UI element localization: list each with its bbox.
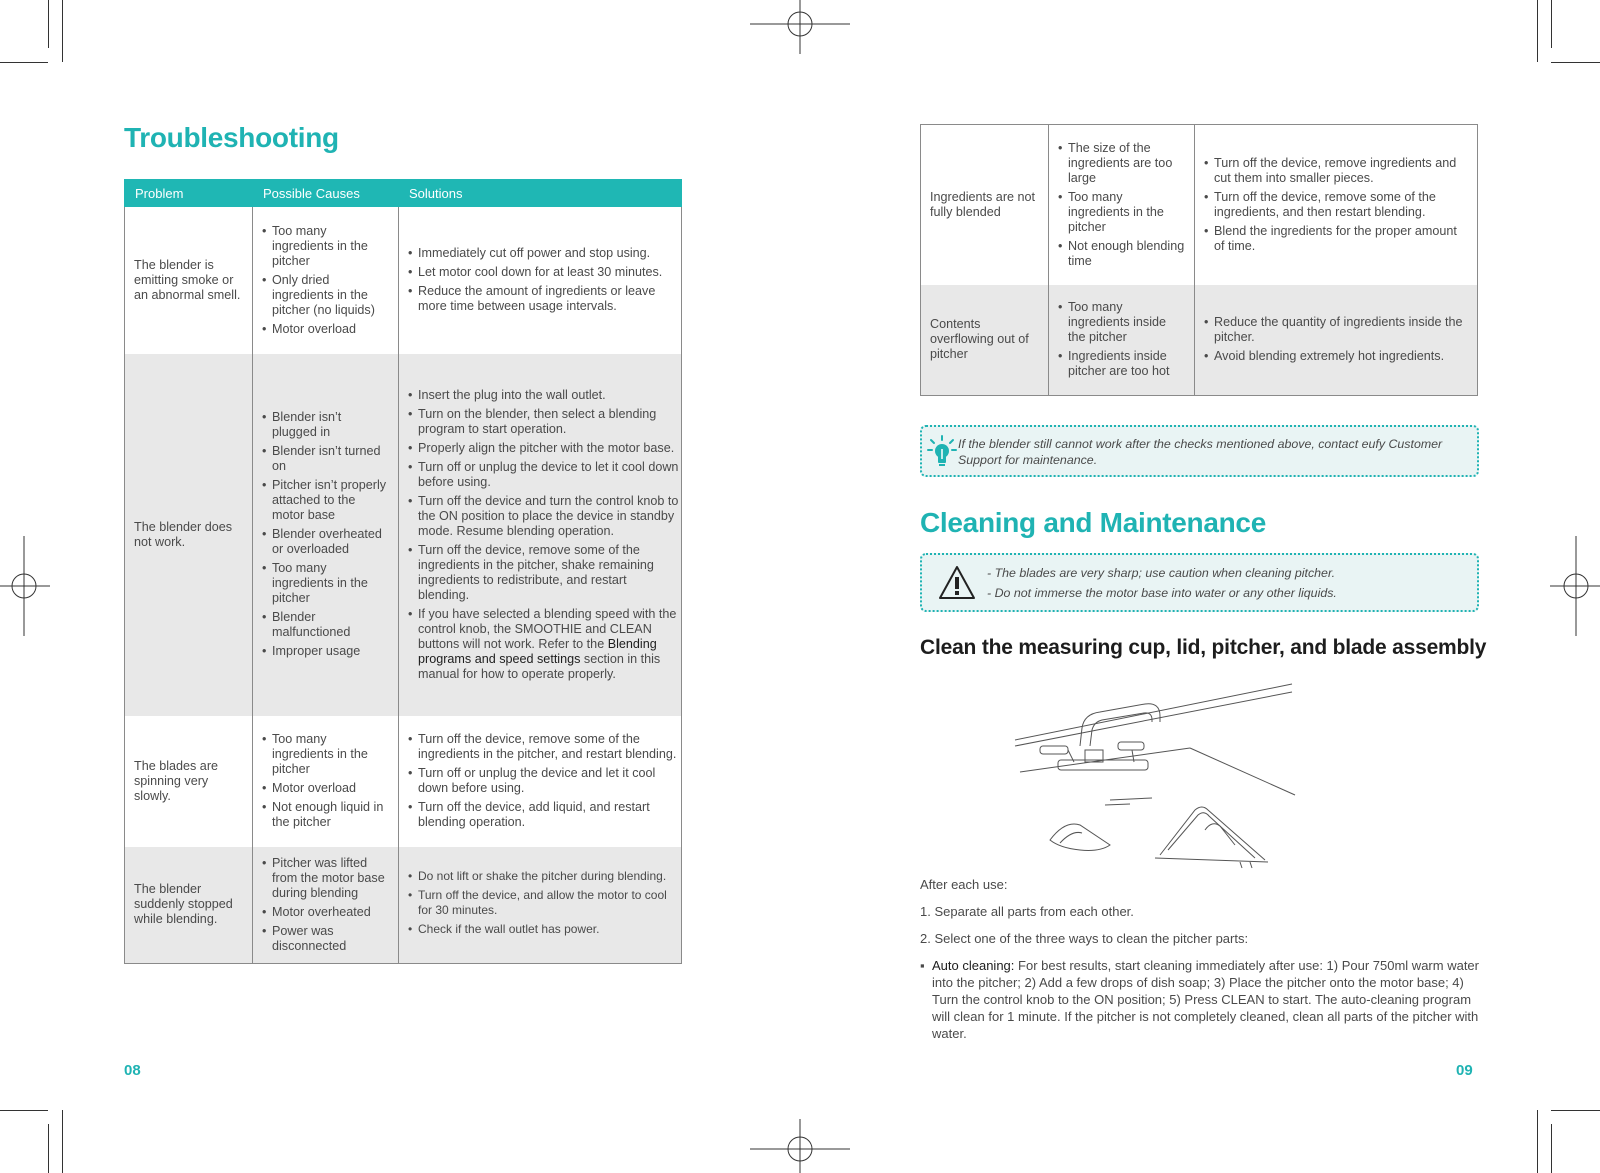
sink-faucet-illustration <box>1010 680 1310 872</box>
solution-item: • Turn off or unplug the device to let it cool down before using. <box>408 460 679 490</box>
cause-item: • The size of the ingredients are too large <box>1058 141 1185 186</box>
solution-item <box>408 607 679 682</box>
header-causes: Possible Causes <box>253 180 399 207</box>
right-page <box>800 0 1600 1173</box>
solution-item: • Avoid blending extremely hot ingredients. <box>1204 349 1468 364</box>
page-title: Troubleshooting <box>124 122 339 153</box>
solution-item: • Turn off the device, remove some of the ingredients in the pitcher, and restart blending. <box>408 732 679 762</box>
problem-cell: The blender suddenly stopped while blending. <box>125 847 253 964</box>
causes-cell <box>253 716 399 847</box>
troubleshooting-table <box>124 179 682 964</box>
troubleshooting-table-continued <box>920 124 1478 396</box>
solution-item: • Turn off the device, and allow the motor to cool for 30 minutes. <box>408 888 679 918</box>
cause-item: • Not enough liquid in the pitcher <box>262 800 389 830</box>
table-row <box>921 125 1478 285</box>
tip-box <box>920 425 1479 477</box>
solution-item: • Do not lift or shake the pitcher during blending. <box>408 869 679 884</box>
problem-cell: Ingredients are not fully blended <box>921 125 1049 285</box>
bullet: ▪ <box>920 958 925 973</box>
cause-item: • Pitcher was lifted from the motor base during blending <box>262 856 389 901</box>
warning-triangle-icon <box>938 565 976 601</box>
cause-item: • Only dried ingredients in the pitcher (no liquids) <box>262 273 389 318</box>
step-1: 1. Separate all parts from each other. <box>920 904 1134 919</box>
cause-item: • Blender malfunctioned <box>262 610 389 640</box>
cause-item: • Improper usage <box>262 644 389 659</box>
page-number: 08 <box>124 1062 141 1079</box>
warning-line: - Do not immerse the motor base into water or any other liquids. <box>987 586 1337 600</box>
causes-cell <box>253 207 399 354</box>
solution-item: • Turn off the device and turn the control knob to the ON position to place the device in standby mode. Resume blending operation. <box>408 494 679 539</box>
step-2: 2. Select one of the three ways to clean the pitcher parts: <box>920 931 1249 946</box>
table-row <box>921 285 1478 396</box>
table-row <box>125 207 682 354</box>
solution-item: • Properly align the pitcher with the motor base. <box>408 441 679 456</box>
header-problem: Problem <box>125 180 253 207</box>
solutions-cell <box>1195 285 1478 396</box>
tip-text: If the blender still cannot work after the checks mentioned above, contact eufy Customer Support for maintenance. <box>958 437 1443 467</box>
problem-cell: The blades are spinning very slowly. <box>125 716 253 847</box>
after-use-label: After each use: <box>920 877 1008 892</box>
solution-item: • Reduce the amount of ingredients or leave more time between usage intervals. <box>408 284 679 314</box>
cause-item: • Too many ingredients in the pitcher <box>1058 190 1185 235</box>
causes-cell <box>1049 285 1195 396</box>
solution-item: • Check if the wall outlet has power. <box>408 922 679 937</box>
cause-item: • Blender isn’t turned on <box>262 444 389 474</box>
solution-text: If you have selected a blending speed with the control knob, the SMOOTHIE and CLEAN buttons will not work. Refer to the <box>418 606 677 651</box>
solution-item: • Turn off the device, remove ingredients and cut them into smaller pieces. <box>1204 156 1468 186</box>
solutions-cell <box>399 847 682 964</box>
cause-item: • Blender overheated or overloaded <box>262 527 389 557</box>
lightbulb-icon <box>927 435 957 469</box>
section-title: Cleaning and Maintenance <box>920 507 1266 538</box>
solution-item: • Blend the ingredients for the proper amount of time. <box>1204 224 1468 254</box>
solutions-cell <box>399 207 682 354</box>
cause-item: • Too many ingredients in the pitcher <box>262 561 389 606</box>
problem-cell: Contents overflowing out of pitcher <box>921 285 1049 396</box>
subsection-title: Clean the measuring cup, lid, pitcher, and blade assembly <box>920 636 1487 659</box>
problem-cell: The blender does not work. <box>125 354 253 716</box>
section-reference: Blending programs and speed settings <box>418 636 657 666</box>
table-row <box>125 847 682 964</box>
solutions-cell <box>1195 125 1478 285</box>
solution-item: • Turn on the blender, then select a blending program to start operation. <box>408 407 679 437</box>
cause-item: • Blender isn’t plugged in <box>262 410 389 440</box>
cause-item: • Not enough blending time <box>1058 239 1185 269</box>
table-row <box>125 354 682 716</box>
auto-cleaning-label: Auto cleaning: <box>932 958 1015 973</box>
cause-item: • Pitcher isn’t properly attached to the motor base <box>262 478 389 523</box>
header-solutions: Solutions <box>399 180 682 207</box>
solution-item: • Immediately cut off power and stop using. <box>408 246 679 261</box>
solutions-cell <box>399 716 682 847</box>
cause-item: • Too many ingredients inside the pitcher <box>1058 300 1185 345</box>
solution-item: • Reduce the quantity of ingredients inside the pitcher. <box>1204 315 1468 345</box>
cause-item: • Ingredients inside pitcher are too hot <box>1058 349 1185 379</box>
warning-box <box>920 553 1479 612</box>
cause-item: • Power was disconnected <box>262 924 389 954</box>
cause-item: • Motor overheated <box>262 905 389 920</box>
table-header-row <box>125 180 682 207</box>
solution-item: • Let motor cool down for at least 30 minutes. <box>408 265 679 280</box>
cause-item: • Too many ingredients in the pitcher <box>262 224 389 269</box>
solution-text: section in this manual for how to operate properly. <box>418 651 661 681</box>
page-number: 09 <box>1456 1062 1473 1079</box>
table-row <box>125 716 682 847</box>
cause-item: • Motor overload <box>262 781 389 796</box>
solution-item: • Turn off the device, remove some of the ingredients in the pitcher, shake remaining ingredients to redistribute, and restart blending. <box>408 543 679 603</box>
auto-cleaning-item <box>920 957 1480 1042</box>
causes-cell <box>253 847 399 964</box>
solution-item: • Turn off or unplug the device and let it cool down before using. <box>408 766 679 796</box>
warning-line: - The blades are very sharp; use caution when cleaning pitcher. <box>987 566 1336 580</box>
warning-text <box>987 563 1467 603</box>
solution-item: • Insert the plug into the wall outlet. <box>408 388 679 403</box>
solution-item: • Turn off the device, remove some of the ingredients, and then restart blending. <box>1204 190 1468 220</box>
auto-cleaning-text: For best results, start cleaning immediately after use: 1) Pour 750ml warm water into the pitcher; 2) Add a few drops of dish soap; 3) Place the pitcher onto the motor base; 4) Turn the control knob to the ON position; 5) Press CLEAN to start. The auto-cleaning program will clean for 1 minute. If the pitcher is not completely cleaned, clean all parts of the pitcher with water. <box>932 958 1479 1041</box>
solutions-cell <box>399 354 682 716</box>
problem-cell: The blender is emitting smoke or an abnormal smell. <box>125 207 253 354</box>
cause-item: • Too many ingredients in the pitcher <box>262 732 389 777</box>
cause-item: • Motor overload <box>262 322 389 337</box>
causes-cell <box>253 354 399 716</box>
causes-cell <box>1049 125 1195 285</box>
solution-item: • Turn off the device, add liquid, and restart blending operation. <box>408 800 679 830</box>
